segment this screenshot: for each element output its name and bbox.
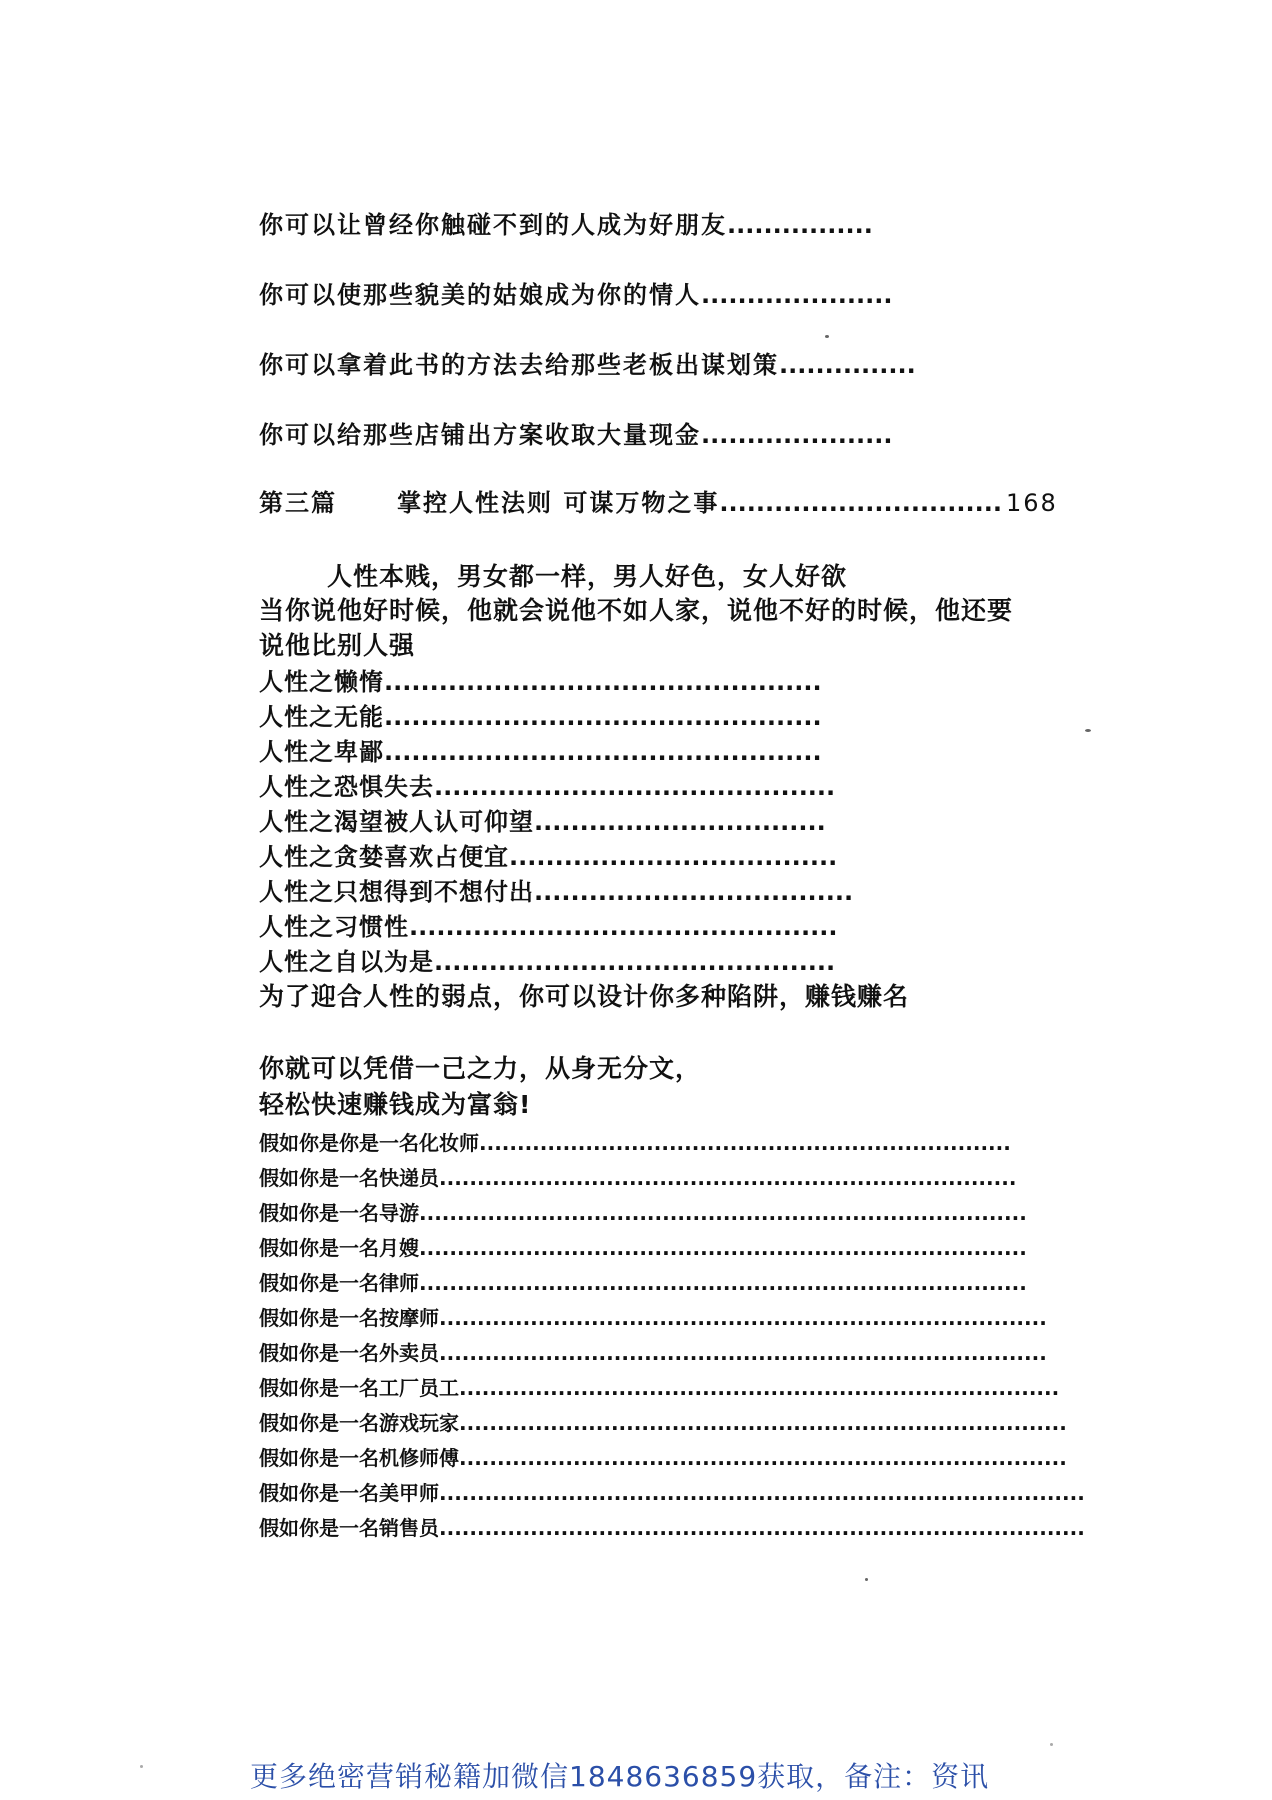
top-item-text: 你可以让曾经你触碰不到的人成为好朋友 [259, 211, 727, 239]
scan-speck [1050, 1743, 1053, 1746]
job-item [259, 1128, 1011, 1158]
leader-dots: ................................ [534, 808, 826, 836]
leader-dots: ............................... [719, 489, 1002, 517]
job-item-text: 假如你是一名外卖员 [259, 1341, 439, 1365]
job-item [259, 1198, 1027, 1228]
leader-dots: ...................................................................... [479, 1131, 1011, 1155]
job-item [259, 1513, 1085, 1543]
job-item [259, 1338, 1047, 1368]
job-item-text: 假如你是一名机修师傅 [259, 1446, 459, 1470]
nature-item [259, 840, 999, 874]
job-item [259, 1163, 1017, 1193]
top-item [259, 208, 1019, 242]
nature-item-text: 人性之贪婪喜欢占便宜 [259, 843, 509, 871]
nature-item-text: 人性之无能 [259, 703, 384, 731]
section-heading [259, 486, 1059, 520]
top-item [259, 348, 1019, 382]
leader-dots: ..................... [701, 421, 893, 449]
job-item-text: 假如你是一名工厂员工 [259, 1376, 459, 1400]
top-item-text: 你可以给那些店铺出方案收取大量现金 [259, 421, 701, 449]
intro-line: 说他比别人强 [259, 631, 416, 660]
intro-line: 当你说他好时候，他就会说他不如人家，说他不好的时候，他还要 [259, 596, 1014, 625]
section-title: 掌控人性法则 可谋万物之事 [397, 489, 720, 517]
leader-dots: ............................................ [434, 948, 836, 976]
leader-dots: ................................................................................ [419, 1271, 1027, 1295]
job-item-text: 假如你是一名月嫂 [259, 1236, 419, 1260]
leader-dots: ................................................ [384, 668, 822, 696]
job-item-text: 假如你是你是一名化妆师 [259, 1131, 479, 1155]
top-item [259, 418, 1019, 452]
nature-item-text: 人性之自以为是 [259, 948, 434, 976]
leader-dots: ..................................................................................... [439, 1481, 1085, 1505]
scan-speck [1085, 729, 1091, 732]
job-item [259, 1268, 1027, 1298]
nature-item-text: 人性之习惯性 [259, 913, 409, 941]
closing-line: 你就可以凭借一己之力，从身无分文， [259, 1054, 702, 1083]
nature-item [259, 735, 999, 769]
job-item-text: 假如你是一名销售员 [259, 1516, 439, 1540]
leader-dots: ................................................................................ [459, 1446, 1067, 1470]
leader-dots: ............................................................................ [439, 1166, 1017, 1190]
leader-dots: ............... [779, 351, 916, 379]
nature-item [259, 665, 999, 699]
footer-promo: 更多绝密营销秘籍加微信1848636859获取，备注：资讯 [250, 1760, 990, 1793]
job-item [259, 1303, 1047, 1333]
job-item [259, 1443, 1067, 1473]
job-item [259, 1408, 1067, 1438]
nature-item [259, 770, 999, 804]
section-page-number: 168 [1006, 489, 1058, 517]
scan-speck [865, 1578, 868, 1581]
leader-dots: ................................................ [384, 703, 822, 731]
leader-dots: ................................................................................ [419, 1236, 1027, 1260]
closing-line: 轻松快速赚钱成为富翁! [259, 1090, 532, 1119]
leader-dots: ..................................................................................... [439, 1516, 1085, 1540]
job-item-text: 假如你是一名快递员 [259, 1166, 439, 1190]
leader-dots: ..................... [701, 281, 893, 309]
leader-dots: ............................................... [409, 913, 838, 941]
intro-line: 人性本贱，男女都一样，男人好色，女人好欲 [327, 562, 848, 591]
leader-dots: ................................................................................ [439, 1341, 1047, 1365]
leader-dots: ................................... [534, 878, 854, 906]
leader-dots: .................................... [509, 843, 838, 871]
leader-dots: ................................................................................ [459, 1411, 1067, 1435]
nature-item [259, 875, 999, 909]
closing-line: 为了迎合人性的弱点，你可以设计你多种陷阱，赚钱赚名 [259, 982, 910, 1011]
top-item-text: 你可以拿着此书的方法去给那些老板出谋划策 [259, 351, 779, 379]
nature-item-text: 人性之渴望被人认可仰望 [259, 808, 534, 836]
nature-item [259, 945, 984, 979]
top-item [259, 278, 1019, 312]
nature-item [259, 805, 984, 839]
job-item [259, 1233, 1027, 1263]
job-item-text: 假如你是一名律师 [259, 1271, 419, 1295]
nature-item-text: 人性之懒惰 [259, 668, 384, 696]
nature-item [259, 700, 999, 734]
job-item-text: 假如你是一名按摩师 [259, 1306, 439, 1330]
leader-dots: ............................................ [434, 773, 836, 801]
job-item-text: 假如你是一名美甲师 [259, 1481, 439, 1505]
nature-item-text: 人性之恐惧失去 [259, 773, 434, 801]
nature-item [259, 910, 999, 944]
scan-speck [140, 1765, 143, 1768]
job-item [259, 1478, 1085, 1508]
scan-speck [825, 335, 829, 338]
leader-dots: ................................................................................ [419, 1201, 1027, 1225]
nature-item-text: 人性之卑鄙 [259, 738, 384, 766]
job-item-text: 假如你是一名导游 [259, 1201, 419, 1225]
nature-item-text: 人性之只想得到不想付出 [259, 878, 534, 906]
section-label: 第三篇 [259, 489, 337, 517]
leader-dots: ............................................................................... [459, 1376, 1060, 1400]
leader-dots: ................ [727, 211, 873, 239]
job-item-text: 假如你是一名游戏玩家 [259, 1411, 459, 1435]
leader-dots: ................................................................................ [439, 1306, 1047, 1330]
top-item-text: 你可以使那些貌美的姑娘成为你的情人 [259, 281, 701, 309]
job-item [259, 1373, 1060, 1403]
leader-dots: ................................................ [384, 738, 822, 766]
